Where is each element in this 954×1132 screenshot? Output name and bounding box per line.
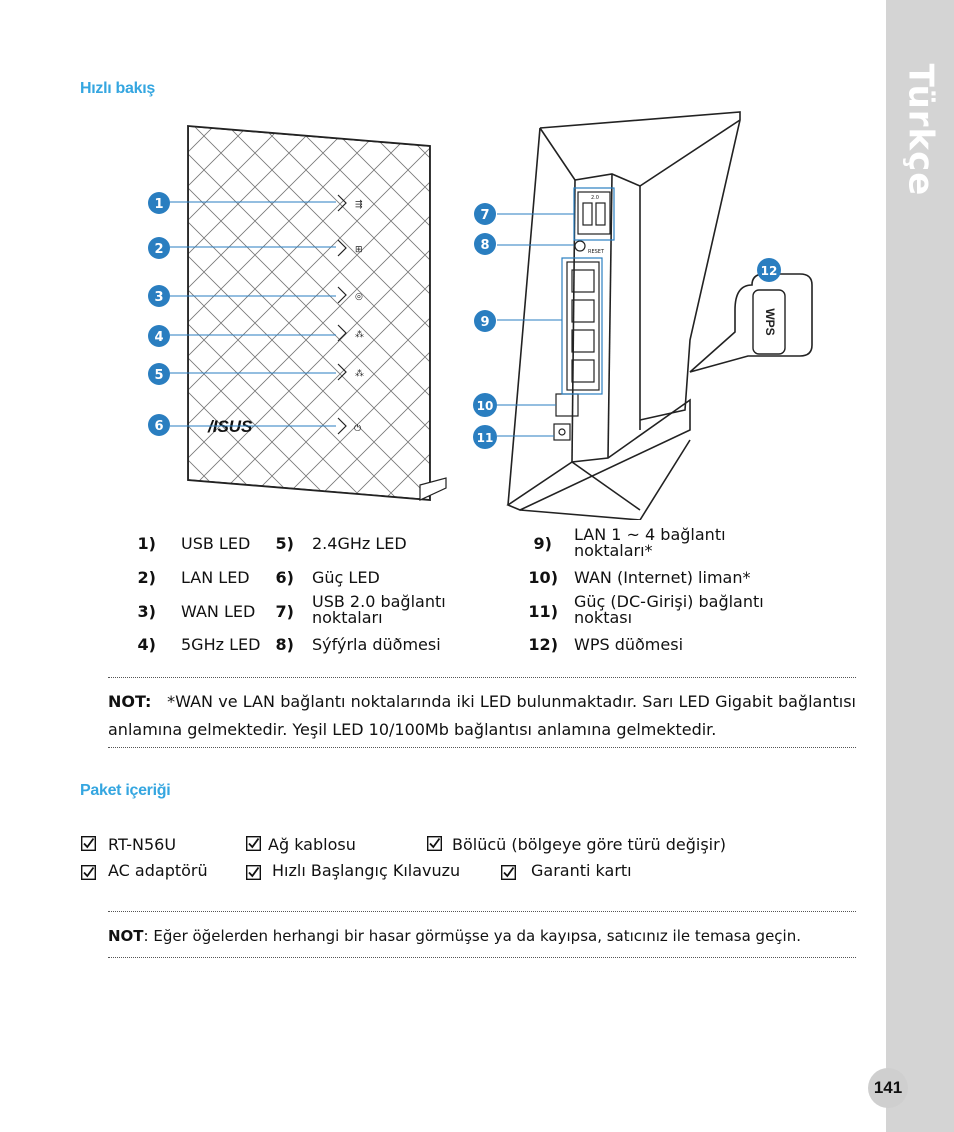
legend-label: LAN LED xyxy=(181,568,250,587)
note-text: *WAN ve LAN bağlantı noktalarında iki LED bulunmaktadır. Sarı LED Gigabit bağlantısı anlamına gelmektedir. Yeşil LED 10/100Mb bağlantısı anlamına gelmektedir. xyxy=(108,692,856,739)
legend-num: 2) xyxy=(137,568,156,587)
checkbox-icon xyxy=(246,836,261,851)
router-back-view xyxy=(508,112,740,520)
5ghz-led-icon: ⁂ xyxy=(355,330,364,340)
callout-8: 8 xyxy=(480,238,490,253)
legend-label: WPS düðmesi xyxy=(574,635,684,654)
usb-led-icon: ⇶ xyxy=(355,200,363,210)
divider xyxy=(108,957,856,958)
2ghz-led-icon: ⁂ xyxy=(355,369,364,379)
legend-num: 6) xyxy=(275,568,294,587)
quick-look-heading: Hızlı bakış xyxy=(80,80,155,97)
legend-label: WAN (Internet) liman* xyxy=(574,568,751,587)
callout-2: 2 xyxy=(154,242,164,257)
callout-3: 3 xyxy=(154,290,164,305)
wan-led-icon: ◎ xyxy=(355,292,363,302)
legend-num: 3) xyxy=(137,602,156,621)
router-diagram xyxy=(140,110,840,520)
package-heading: Paket içeriği xyxy=(80,782,171,799)
wps-label: WPS xyxy=(762,308,777,336)
legend-num: 1) xyxy=(137,534,156,553)
note2-label: NOT xyxy=(108,927,144,945)
legend-num: 9) xyxy=(533,534,552,553)
package-item: Bölücü (bölgeye göre türü değişir) xyxy=(452,835,726,854)
package-item: Hızlı Başlangıç Kılavuzu xyxy=(272,861,461,880)
language-tab xyxy=(892,63,948,197)
callout-1: 1 xyxy=(154,197,164,212)
package-item: Garanti kartı xyxy=(531,861,632,880)
wps-callout xyxy=(690,274,812,372)
note-block xyxy=(108,688,856,744)
package-item: Ağ kablosu xyxy=(268,835,356,854)
legend-num: 10) xyxy=(528,568,558,587)
lan-led-icon: ⊞ xyxy=(355,245,363,255)
note2-block xyxy=(108,927,801,945)
divider xyxy=(108,911,856,912)
legend-label: USB 2.0 bağlantı noktaları xyxy=(312,592,446,627)
legend-num: 7) xyxy=(275,602,294,621)
legend-label: USB LED xyxy=(181,534,251,553)
note2-text: : Eğer öğelerden herhangi bir hasar görmüşse ya da kayıpsa, satıcınız ile temasa geçin. xyxy=(143,927,801,945)
callout-5: 5 xyxy=(154,368,164,383)
callout-10: 10 xyxy=(476,399,494,413)
legend-label: Sýfýrla düðmesi xyxy=(312,635,441,654)
callout-9: 9 xyxy=(480,315,490,330)
language-title: Türkçe xyxy=(900,63,941,197)
checkbox-icon xyxy=(501,865,516,880)
package-item: AC adaptörü xyxy=(108,861,208,880)
legend-num: 8) xyxy=(275,635,294,654)
router-front-view xyxy=(188,126,446,500)
legend-num: 12) xyxy=(528,635,558,654)
checkbox-icon xyxy=(81,836,96,851)
legend-label: WAN LED xyxy=(181,602,256,621)
page-number: 141 xyxy=(868,1068,908,1108)
callout-11: 11 xyxy=(476,431,494,445)
legend-num: 5) xyxy=(275,534,294,553)
package-item: RT-N56U xyxy=(108,835,177,854)
note-label: NOT: xyxy=(108,692,152,711)
divider xyxy=(108,677,856,678)
checkbox-icon xyxy=(427,836,442,851)
port-highlights xyxy=(562,188,614,394)
legend-num: 11) xyxy=(528,602,558,621)
power-led-icon: ⏻ xyxy=(354,424,362,434)
legend-label: 2.4GHz LED xyxy=(312,534,407,553)
reset-label: RESET xyxy=(588,249,605,255)
legend-label: Güç (DC-Girişi) bağlantı noktası xyxy=(574,592,764,627)
divider xyxy=(108,747,856,748)
checkbox-icon xyxy=(246,865,261,880)
callout-6: 6 xyxy=(154,419,164,434)
legend-label: Güç LED xyxy=(312,568,380,587)
usb-port-label: 2.0 xyxy=(591,195,599,201)
asus-logo: /ISUS xyxy=(208,417,253,436)
legend-label: LAN 1 ~ 4 bağlantı noktaları* xyxy=(574,525,726,560)
legend-label: 5GHz LED xyxy=(181,635,261,654)
callout-4: 4 xyxy=(154,330,164,345)
callout-7: 7 xyxy=(480,208,490,223)
callout-12: 12 xyxy=(760,264,778,278)
legend-num: 4) xyxy=(137,635,156,654)
checkbox-icon xyxy=(81,865,96,880)
